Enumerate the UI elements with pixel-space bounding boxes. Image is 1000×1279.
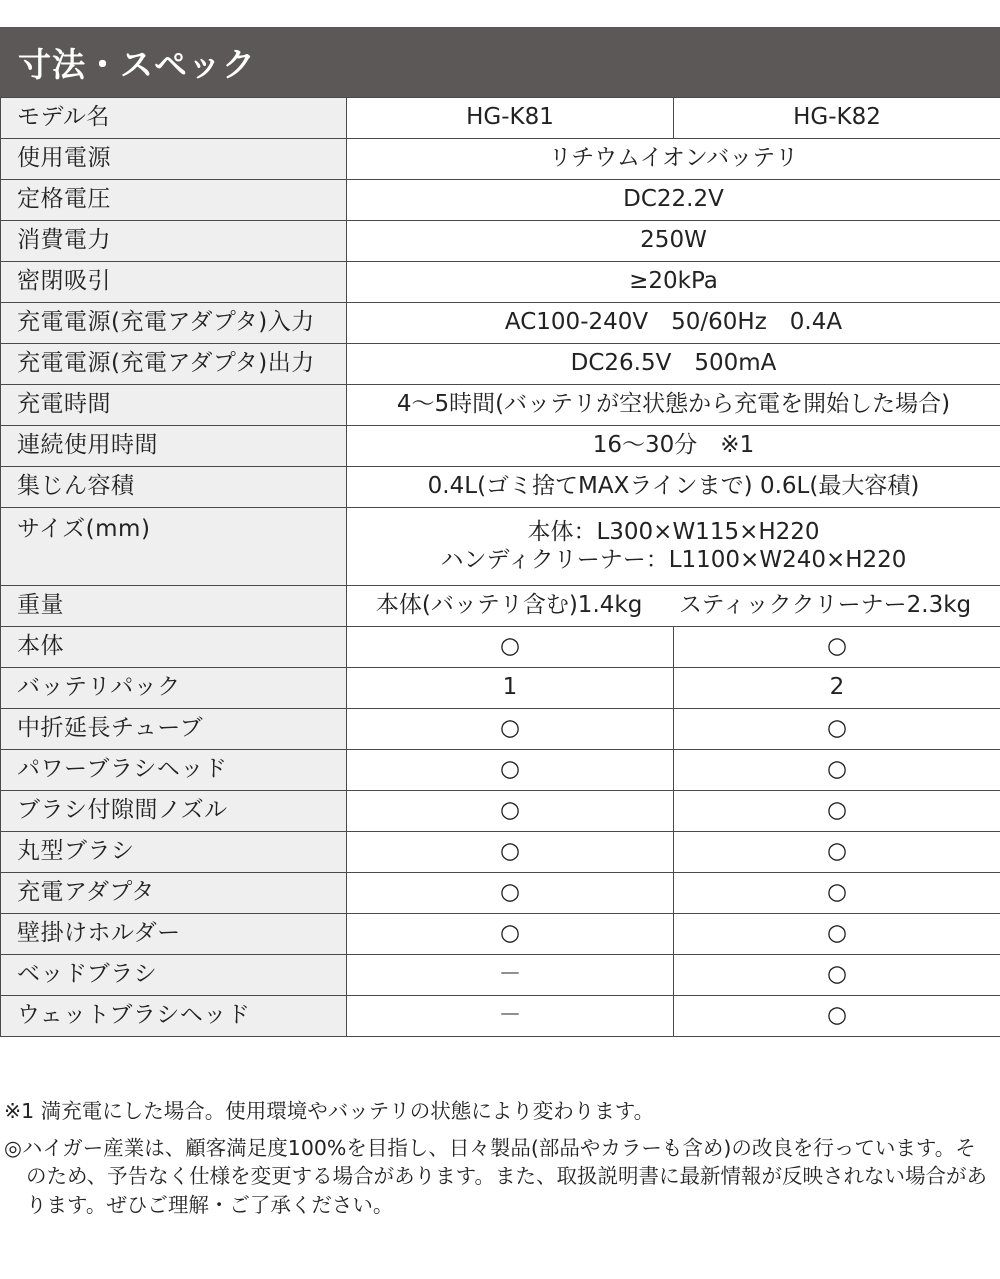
k81-value: －	[347, 955, 674, 996]
table-row	[1, 586, 1000, 627]
table-row	[1, 996, 1000, 1037]
row-value: AC100-240V 50/60Hz 0.4A	[347, 303, 1000, 344]
k82-value: ○	[674, 709, 1000, 750]
table-row	[1, 914, 1000, 955]
k82-value: ○	[674, 955, 1000, 996]
size-line-handy: ハンディクリーナー：L1100×W240×H220	[440, 546, 907, 573]
k82-value: ○	[674, 627, 1000, 668]
k81-value: ○	[347, 832, 674, 873]
row-value: 4～5時間(バッテリが空状態から充電を開始した場合)	[347, 385, 1000, 426]
k82-value: ○	[674, 873, 1000, 914]
row-value: ≥20kPa	[347, 262, 1000, 303]
table-row	[1, 139, 1000, 180]
k81-value: ○	[347, 914, 674, 955]
k82-value: ○	[674, 791, 1000, 832]
table-row	[1, 344, 1000, 385]
table-row	[1, 627, 1000, 668]
k82-value: ○	[674, 750, 1000, 791]
row-label: 充電電源(充電アダプタ)入力	[1, 303, 347, 344]
row-label: ベッドブラシ	[1, 955, 347, 996]
row-label: 本体	[1, 627, 347, 668]
k81-value: ○	[347, 627, 674, 668]
k81-value: －	[347, 996, 674, 1037]
row-label: 中折延長チューブ	[1, 709, 347, 750]
footnote-1: ※1 満充電にした場合。使用環境やバッテリの状態により変わります。	[4, 1099, 655, 1123]
k81-value: 1	[347, 668, 674, 709]
table-row	[1, 873, 1000, 914]
k81-value: ○	[347, 750, 674, 791]
row-label: 密閉吸引	[1, 262, 347, 303]
row-label: バッテリパック	[1, 668, 347, 709]
table-row	[1, 262, 1000, 303]
size-line-body: 本体：L300×W115×H220	[527, 518, 820, 545]
k82-value: ○	[674, 914, 1000, 955]
model-k82: HG-K82	[674, 98, 1000, 139]
table-row	[1, 709, 1000, 750]
size-value	[347, 508, 1000, 586]
model-k81: HG-K81	[347, 98, 674, 139]
footnotes	[4, 1097, 996, 1228]
row-label: ウェットブラシヘッド	[1, 996, 347, 1037]
row-value: DC26.5V 500mA	[347, 344, 1000, 385]
row-label: 充電時間	[1, 385, 347, 426]
row-label: 壁掛けホルダー	[1, 914, 347, 955]
table-row	[1, 221, 1000, 262]
table-row	[1, 467, 1000, 508]
weight-k81: 本体(バッテリ含む)1.4kg	[375, 592, 643, 619]
footnote-disclaimer: ◎ハイガー産業は、顧客満足度100%を目指し、日々製品(部品やカラーも含め)の改良を行っています。そのため、予告なく仕様を変更する場合があります。また、取扱説明書に最新情報が反映されない場合があります。ぜひご理解・ご了承ください。	[4, 1135, 988, 1218]
row-value: DC22.2V	[347, 180, 1000, 221]
k82-value: ○	[674, 832, 1000, 873]
row-value: リチウムイオンバッテリ	[347, 139, 1000, 180]
row-label: 連続使用時間	[1, 426, 347, 467]
k81-value: ○	[347, 791, 674, 832]
row-label: 充電電源(充電アダプタ)出力	[1, 344, 347, 385]
table-row	[1, 426, 1000, 467]
row-value: 250W	[347, 221, 1000, 262]
row-label: 集じん容積	[1, 467, 347, 508]
table-row	[1, 668, 1000, 709]
row-label: モデル名	[1, 98, 347, 139]
row-label: 重量	[1, 586, 347, 627]
k82-value: ○	[674, 996, 1000, 1037]
row-label: ブラシ付隙間ノズル	[1, 791, 347, 832]
row-value: 16～30分 ※1	[347, 426, 1000, 467]
k81-value: ○	[347, 709, 674, 750]
row-label: 消費電力	[1, 221, 347, 262]
k82-value: 2	[674, 668, 1000, 709]
row-label: 使用電源	[1, 139, 347, 180]
row-label: サイズ(mm)	[1, 508, 347, 586]
row-label: 丸型ブラシ	[1, 832, 347, 873]
section-title: 寸法・スペック	[0, 27, 1000, 97]
row-value: 0.4L(ゴミ捨てMAXラインまで) 0.6L(最大容積)	[347, 467, 1000, 508]
table-row	[1, 180, 1000, 221]
spec-table	[0, 97, 1000, 1037]
row-label: 定格電圧	[1, 180, 347, 221]
table-row	[1, 385, 1000, 426]
weight-value	[347, 586, 1000, 627]
weight-k82: スティッククリーナー2.3kg	[678, 592, 972, 619]
row-label: パワーブラシヘッド	[1, 750, 347, 791]
table-row	[1, 303, 1000, 344]
table-row	[1, 955, 1000, 996]
k81-value: ○	[347, 873, 674, 914]
table-row	[1, 791, 1000, 832]
table-row	[1, 832, 1000, 873]
table-row	[1, 750, 1000, 791]
row-label: 充電アダプタ	[1, 873, 347, 914]
table-row	[1, 98, 1000, 139]
table-row	[1, 508, 1000, 586]
